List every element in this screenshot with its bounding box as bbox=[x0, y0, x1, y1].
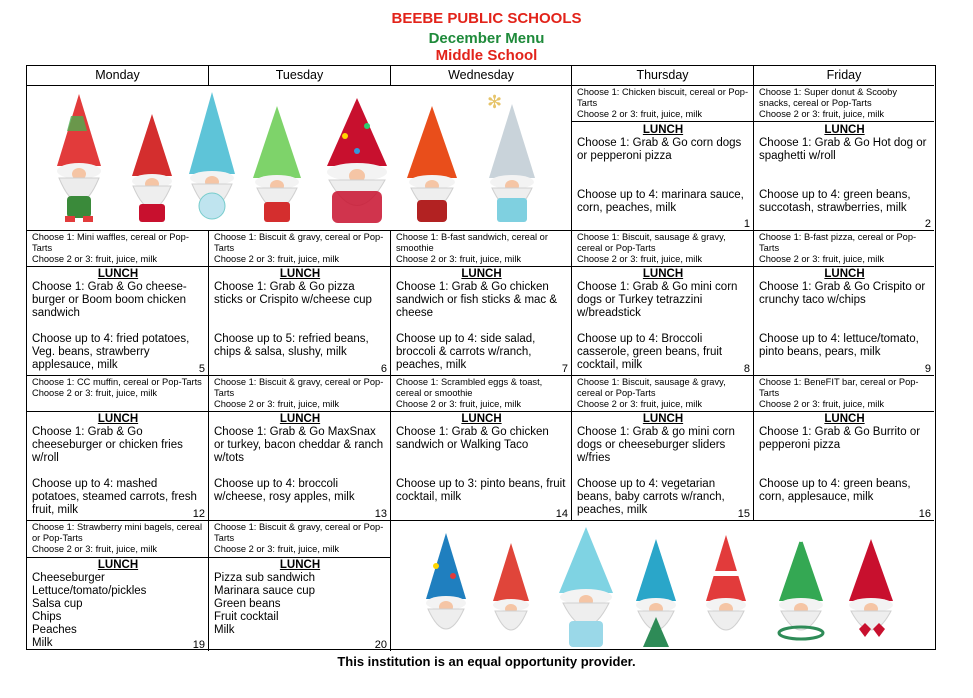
gnome-illustration-bottom bbox=[391, 521, 934, 651]
date-number: 5 bbox=[198, 363, 205, 375]
menu-calendar bbox=[26, 65, 936, 650]
breakfast-block bbox=[209, 521, 390, 558]
gnome-7 bbox=[489, 104, 535, 222]
equal-opportunity-statement: This institution is an equal opportunity provider. bbox=[337, 654, 636, 669]
gnome-group-icon bbox=[27, 86, 572, 231]
gnome-e bbox=[706, 535, 746, 630]
breakfast-block bbox=[754, 376, 934, 412]
breakfast-sides: Choose 2 or 3: fruit, juice, milk bbox=[577, 399, 703, 409]
day-cell-5 bbox=[27, 231, 209, 376]
date-number: 20 bbox=[374, 639, 387, 651]
lunch-item: Salsa cup bbox=[32, 598, 83, 610]
sides-text: Choose up to 5: refried beans, chips & salsa, slushy, milk bbox=[214, 333, 369, 358]
lunch-block bbox=[27, 413, 208, 465]
day-cell-1 bbox=[572, 86, 754, 231]
school-name: BEEBE PUBLIC SCHOOLS bbox=[391, 10, 582, 27]
lunch-item: Green beans bbox=[214, 598, 281, 610]
day-cell-8 bbox=[572, 231, 754, 376]
lunch-text: Choose 1: Grab & Go Crispito or crunchy taco w/chips bbox=[759, 281, 926, 306]
breakfast-text: Choose 1: Scrambled eggs & toast, cereal or smoothie bbox=[396, 377, 543, 398]
date-number: 14 bbox=[555, 508, 568, 520]
date-number: 2 bbox=[924, 218, 931, 230]
gnome-d bbox=[636, 539, 676, 647]
lunch-label: LUNCH bbox=[97, 413, 139, 425]
gnome-f bbox=[779, 532, 823, 639]
gnome-4 bbox=[253, 106, 301, 222]
lunch-text: Choose 1: Grab & Go Hot dog or spaghetti w/roll bbox=[759, 137, 927, 162]
breakfast-block bbox=[572, 231, 753, 267]
lunch-text: Choose 1: Grab & Go corn dogs or pepperoni pizza bbox=[577, 137, 742, 162]
lunch-item: Marinara sauce cup bbox=[214, 585, 315, 597]
date-number: 9 bbox=[924, 363, 931, 375]
breakfast-text: Choose 1: Super donut & Scooby snacks, cereal or Pop-Tarts bbox=[759, 87, 897, 108]
lunch-text: Choose 1: Grab & go mini corn dogs or cheeseburger sliders w/fries bbox=[577, 426, 735, 464]
sides-text: Choose up to 4: broccoli w/cheese, rosy apples, milk bbox=[214, 478, 355, 503]
school-level: Middle School bbox=[435, 47, 538, 64]
lunch-block bbox=[27, 559, 208, 650]
menu-title: December Menu bbox=[428, 30, 545, 47]
day-cell-13 bbox=[209, 376, 391, 521]
lunch-block bbox=[572, 413, 753, 465]
gnome-g bbox=[849, 539, 893, 637]
sides-text: Choose up to 4: lettuce/tomato, pinto beans, pears, milk bbox=[759, 333, 919, 358]
day-cell-2 bbox=[754, 86, 934, 231]
breakfast-text: Choose 1: Biscuit & gravy, cereal or Pop-Tarts bbox=[214, 522, 384, 543]
breakfast-text: Choose 1: B-fast pizza, cereal or Pop-Tarts bbox=[759, 232, 917, 253]
breakfast-text: Choose 1: Biscuit & gravy, cereal or Pop-Tarts bbox=[214, 232, 384, 253]
lunch-label: LUNCH bbox=[824, 124, 865, 136]
sides-text: Choose up to 4: green beans, corn, applesauce, milk bbox=[759, 478, 911, 503]
day-cell-16 bbox=[754, 376, 934, 521]
lunch-label: LUNCH bbox=[97, 268, 139, 280]
breakfast-sides: Choose 2 or 3: fruit, juice, milk bbox=[32, 388, 158, 398]
lunch-item: Milk bbox=[214, 624, 235, 636]
breakfast-sides: Choose 2 or 3: fruit, juice, milk bbox=[214, 544, 340, 554]
gnome-c bbox=[559, 527, 613, 647]
date-number: 15 bbox=[737, 508, 750, 520]
date-number: 1 bbox=[743, 218, 750, 230]
sides-text: Choose up to 4: side salad, broccoli & carrots w/ranch, peaches, milk bbox=[396, 333, 536, 371]
day-header-wednesday: Wednesday bbox=[391, 66, 572, 86]
lunch-label: LUNCH bbox=[642, 268, 684, 280]
breakfast-sides: Choose 2 or 3: fruit, juice, milk bbox=[214, 399, 340, 409]
gnome-2 bbox=[132, 114, 172, 222]
breakfast-text: Choose 1: BeneFIT bar, cereal or Pop-Tarts bbox=[759, 377, 919, 398]
lunch-block bbox=[209, 268, 390, 307]
lunch-block bbox=[27, 268, 208, 320]
lunch-text: Choose 1: Grab & Go chicken sandwich or Walking Taco bbox=[396, 426, 549, 451]
gnome-5 bbox=[327, 98, 387, 223]
breakfast-sides: Choose 2 or 3: fruit, juice, milk bbox=[759, 399, 885, 409]
breakfast-text: Choose 1: Mini waffles, cereal or Pop-Tarts bbox=[32, 232, 189, 253]
day-cell-9 bbox=[754, 231, 934, 376]
lunch-block bbox=[391, 268, 571, 320]
day-cell-20 bbox=[209, 521, 391, 651]
breakfast-sides: Choose 2 or 3: fruit, juice, milk bbox=[32, 544, 158, 554]
day-header-monday: Monday bbox=[27, 66, 209, 86]
day-cell-15 bbox=[572, 376, 754, 521]
lunch-block bbox=[754, 124, 934, 163]
day-cell-12 bbox=[27, 376, 209, 521]
lunch-item: Cheeseburger bbox=[32, 572, 105, 584]
lunch-text: Choose 1: Grab & Go pizza sticks or Crispito w/cheese cup bbox=[214, 281, 372, 306]
lunch-block bbox=[209, 413, 390, 465]
svg-text:✻: ✻ bbox=[487, 92, 503, 113]
lunch-item: Fruit cocktail bbox=[214, 611, 279, 623]
lunch-text: Choose 1: Grab & Go chicken sandwich or fish sticks & mac & cheese bbox=[396, 281, 558, 319]
breakfast-text: Choose 1: Biscuit & gravy, cereal or Pop-Tarts bbox=[214, 377, 384, 398]
lunch-item: Peaches bbox=[32, 624, 77, 636]
gnome-3 bbox=[189, 92, 235, 219]
breakfast-sides: Choose 2 or 3: fruit, juice, milk bbox=[577, 254, 703, 264]
lunch-label: LUNCH bbox=[97, 559, 139, 571]
day-cell-7 bbox=[391, 231, 572, 376]
breakfast-text: Choose 1: CC muffin, cereal or Pop-Tarts bbox=[32, 377, 202, 387]
lunch-label: LUNCH bbox=[279, 413, 321, 425]
lunch-block bbox=[209, 559, 390, 637]
breakfast-sides: Choose 2 or 3: fruit, juice, milk bbox=[759, 109, 885, 119]
lunch-label: LUNCH bbox=[824, 268, 865, 280]
date-number: 13 bbox=[374, 508, 387, 520]
day-cell-14 bbox=[391, 376, 572, 521]
breakfast-block bbox=[572, 86, 753, 122]
lunch-block bbox=[754, 268, 934, 307]
breakfast-sides: Choose 2 or 3: fruit, juice, milk bbox=[214, 254, 340, 264]
date-number: 12 bbox=[192, 508, 205, 520]
date-number: 7 bbox=[561, 363, 568, 375]
lunch-item: Milk bbox=[32, 637, 53, 649]
breakfast-sides: Choose 2 or 3: fruit, juice, milk bbox=[577, 109, 703, 119]
sides-text: Choose up to 4: Broccoli casserole, green beans, fruit cocktail, milk bbox=[577, 333, 723, 371]
breakfast-block bbox=[754, 231, 934, 267]
lunch-label: LUNCH bbox=[461, 268, 502, 280]
lunch-text: Choose 1: Grab & Go MaxSnax or turkey, bacon cheddar & ranch w/tots bbox=[214, 426, 384, 464]
lunch-text: Choose 1: Grab & Go cheeseburger or chicken fries w/roll bbox=[32, 426, 183, 464]
date-number: 8 bbox=[743, 363, 750, 375]
sides-text: Choose up to 4: green beans, succotash, strawberries, milk bbox=[759, 189, 911, 214]
lunch-label: LUNCH bbox=[642, 413, 684, 425]
date-number: 6 bbox=[380, 363, 387, 375]
day-header-thursday: Thursday bbox=[572, 66, 754, 86]
breakfast-block bbox=[27, 521, 208, 558]
gnome-b bbox=[493, 543, 529, 630]
breakfast-block bbox=[572, 376, 753, 412]
breakfast-block bbox=[391, 376, 571, 412]
sides-text: Choose up to 4: marinara sauce, corn, peaches, milk bbox=[577, 189, 744, 214]
breakfast-sides: Choose 2 or 3: fruit, juice, milk bbox=[32, 254, 158, 264]
breakfast-sides: Choose 2 or 3: fruit, juice, milk bbox=[396, 399, 522, 409]
day-header-tuesday: Tuesday bbox=[209, 66, 391, 86]
breakfast-text: Choose 1: B-fast sandwich, cereal or smoothie bbox=[396, 232, 548, 253]
lunch-text: Choose 1: Grab & Go Burrito or pepperoni pizza bbox=[759, 426, 921, 451]
gnome-group-icon bbox=[391, 521, 934, 651]
breakfast-text: Choose 1: Biscuit, sausage & gravy, cereal or Pop-Tarts bbox=[577, 377, 726, 398]
lunch-block bbox=[391, 413, 571, 452]
breakfast-text: Choose 1: Strawberry mini bagels, cereal or Pop-Tarts bbox=[32, 522, 203, 543]
day-cell-6 bbox=[209, 231, 391, 376]
date-number: 19 bbox=[192, 639, 205, 651]
gnome-6 bbox=[407, 106, 457, 222]
lunch-label: LUNCH bbox=[461, 413, 502, 425]
sides-text: Choose up to 3: pinto beans, fruit cocktail, milk bbox=[396, 478, 566, 503]
breakfast-text: Choose 1: Chicken biscuit, cereal or Pop-Tarts bbox=[577, 87, 749, 108]
breakfast-block bbox=[209, 231, 390, 267]
sides-text: Choose up to 4: vegetarian beans, baby carrots w/ranch, peaches, milk bbox=[577, 478, 725, 516]
gnome-1 bbox=[57, 94, 101, 222]
gnome-illustration-top bbox=[27, 86, 572, 231]
sides-text: Choose up to 4: fried potatoes, Veg. beans, strawberry applesauce, milk bbox=[32, 333, 190, 371]
breakfast-sides: Choose 2 or 3: fruit, juice, milk bbox=[396, 254, 522, 264]
breakfast-text: Choose 1: Biscuit, sausage & gravy, cereal or Pop-Tarts bbox=[577, 232, 726, 253]
day-header-friday: Friday bbox=[754, 66, 934, 86]
breakfast-block bbox=[754, 86, 934, 122]
lunch-block bbox=[754, 413, 934, 452]
gnome-a bbox=[426, 533, 466, 629]
breakfast-block bbox=[27, 376, 208, 412]
lunch-block bbox=[572, 124, 753, 163]
breakfast-block bbox=[209, 376, 390, 412]
lunch-text: Choose 1: Grab & Go mini corn dogs or Turkey tetrazzini w/breadstick bbox=[577, 281, 738, 319]
lunch-block bbox=[572, 268, 753, 320]
lunch-item: Lettuce/tomato/pickles bbox=[32, 585, 147, 597]
lunch-label: LUNCH bbox=[824, 413, 865, 425]
lunch-label: LUNCH bbox=[279, 559, 321, 571]
lunch-item: Pizza sub sandwich bbox=[214, 572, 315, 584]
lunch-label: LUNCH bbox=[279, 268, 321, 280]
sides-text: Choose up to 4: mashed potatoes, steamed carrots, fresh fruit, milk bbox=[32, 478, 197, 516]
breakfast-block bbox=[27, 231, 208, 267]
lunch-item: Chips bbox=[32, 611, 62, 623]
breakfast-block bbox=[391, 231, 571, 267]
lunch-text: Choose 1: Grab & Go cheese-burger or Boom boom chicken sandwich bbox=[32, 281, 187, 319]
day-cell-19 bbox=[27, 521, 209, 651]
breakfast-sides: Choose 2 or 3: fruit, juice, milk bbox=[759, 254, 885, 264]
lunch-label: LUNCH bbox=[642, 124, 684, 136]
date-number: 16 bbox=[918, 508, 931, 520]
